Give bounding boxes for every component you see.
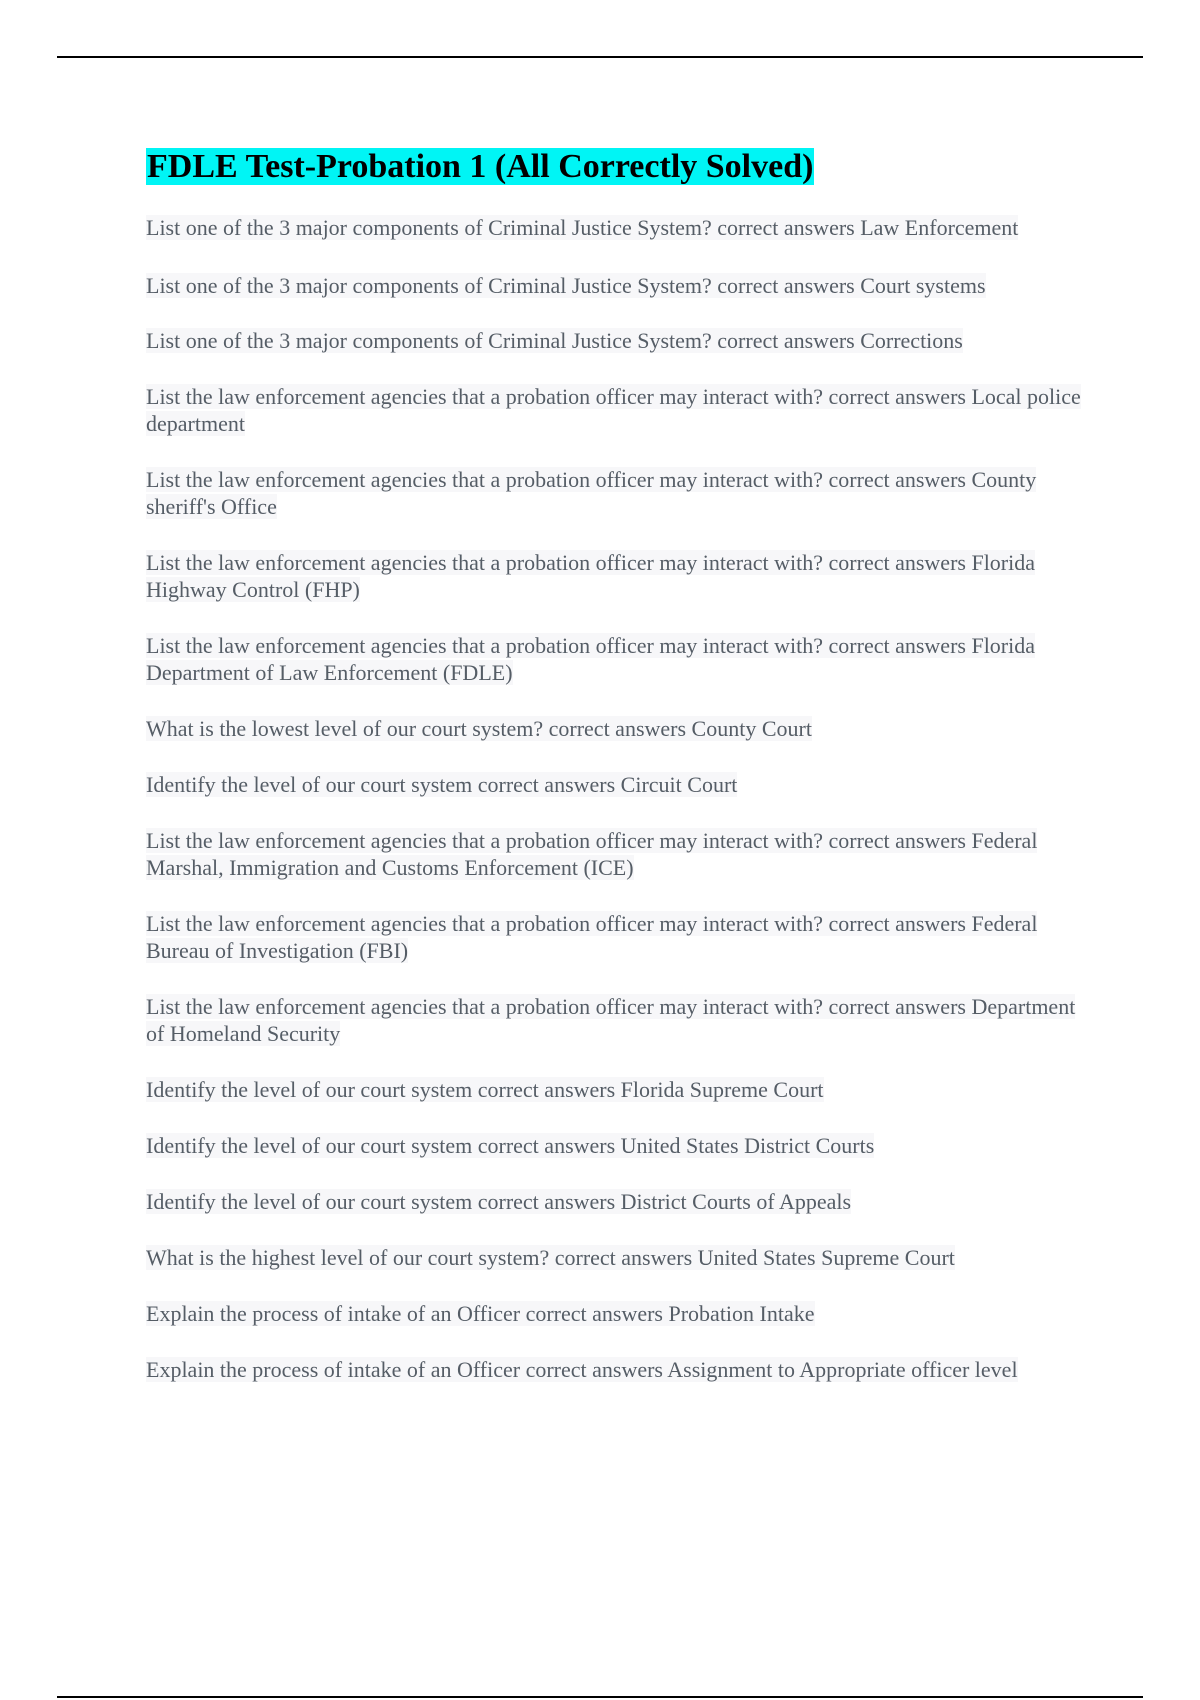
qa-text: Identify the level of our court system correct answers United States District Courts xyxy=(146,1133,875,1158)
qa-item-1 xyxy=(146,214,1086,241)
qa-text: List the law enforcement agencies that a probation officer may interact with? correct answers Local police department xyxy=(146,384,1081,436)
qa-text: What is the highest level of our court system? correct answers United States Supreme Court xyxy=(146,1245,955,1270)
qa-text: List one of the 3 major components of Criminal Justice System? correct answers Law Enforcement xyxy=(146,215,1019,240)
qa-item-15 xyxy=(146,1188,1086,1215)
qa-item-9 xyxy=(146,771,1086,798)
qa-text: Explain the process of intake of an Officer correct answers Assignment to Appropriate officer level xyxy=(146,1357,1018,1382)
qa-text: List the law enforcement agencies that a probation officer may interact with? correct answers Florida Department of Law Enforcement (FDLE) xyxy=(146,633,1036,685)
qa-text: List the law enforcement agencies that a probation officer may interact with? correct answers County sheriff's Office xyxy=(146,467,1037,519)
qa-item-11 xyxy=(146,910,1086,964)
qa-item-17 xyxy=(146,1300,1086,1327)
bottom-rule xyxy=(57,1696,1143,1698)
qa-text: List one of the 3 major components of Criminal Justice System? correct answers Court systems xyxy=(146,273,986,298)
qa-item-8 xyxy=(146,715,1086,742)
top-rule xyxy=(57,56,1143,58)
page-title-text: FDLE Test-Probation 1 (All Correctly Solved) xyxy=(147,148,814,185)
qa-text: What is the lowest level of our court system? correct answers County Court xyxy=(146,716,812,741)
qa-item-4 xyxy=(146,383,1086,437)
qa-text: Identify the level of our court system correct answers District Courts of Appeals xyxy=(146,1189,852,1214)
qa-item-10 xyxy=(146,827,1086,881)
qa-item-16 xyxy=(146,1244,1086,1271)
qa-item-3 xyxy=(146,327,1086,354)
qa-item-14 xyxy=(146,1132,1086,1159)
qa-text: Identify the level of our court system correct answers Circuit Court xyxy=(146,772,738,797)
qa-text: List the law enforcement agencies that a probation officer may interact with? correct answers Federal Marshal, Immigration and Customs Enforcement (ICE) xyxy=(146,828,1038,880)
qa-item-5 xyxy=(146,466,1086,520)
page-title xyxy=(146,146,814,188)
qa-text: List the law enforcement agencies that a probation officer may interact with? correct answers Federal Bureau of Investigation (FBI) xyxy=(146,911,1038,963)
qa-item-2 xyxy=(146,272,1086,299)
qa-text: List the law enforcement agencies that a probation officer may interact with? correct answers Department of Homeland Security xyxy=(146,994,1076,1046)
qa-item-12 xyxy=(146,993,1086,1047)
qa-list xyxy=(146,214,1086,1383)
qa-item-13 xyxy=(146,1076,1086,1103)
qa-item-7 xyxy=(146,632,1086,686)
qa-item-18 xyxy=(146,1356,1086,1383)
qa-text: Identify the level of our court system correct answers Florida Supreme Court xyxy=(146,1077,824,1102)
qa-text: Explain the process of intake of an Officer correct answers Probation Intake xyxy=(146,1301,815,1326)
qa-item-6 xyxy=(146,549,1086,603)
qa-text: List one of the 3 major components of Criminal Justice System? correct answers Corrections xyxy=(146,328,963,353)
qa-text: List the law enforcement agencies that a probation officer may interact with? correct answers Florida Highway Control (FHP) xyxy=(146,550,1036,602)
